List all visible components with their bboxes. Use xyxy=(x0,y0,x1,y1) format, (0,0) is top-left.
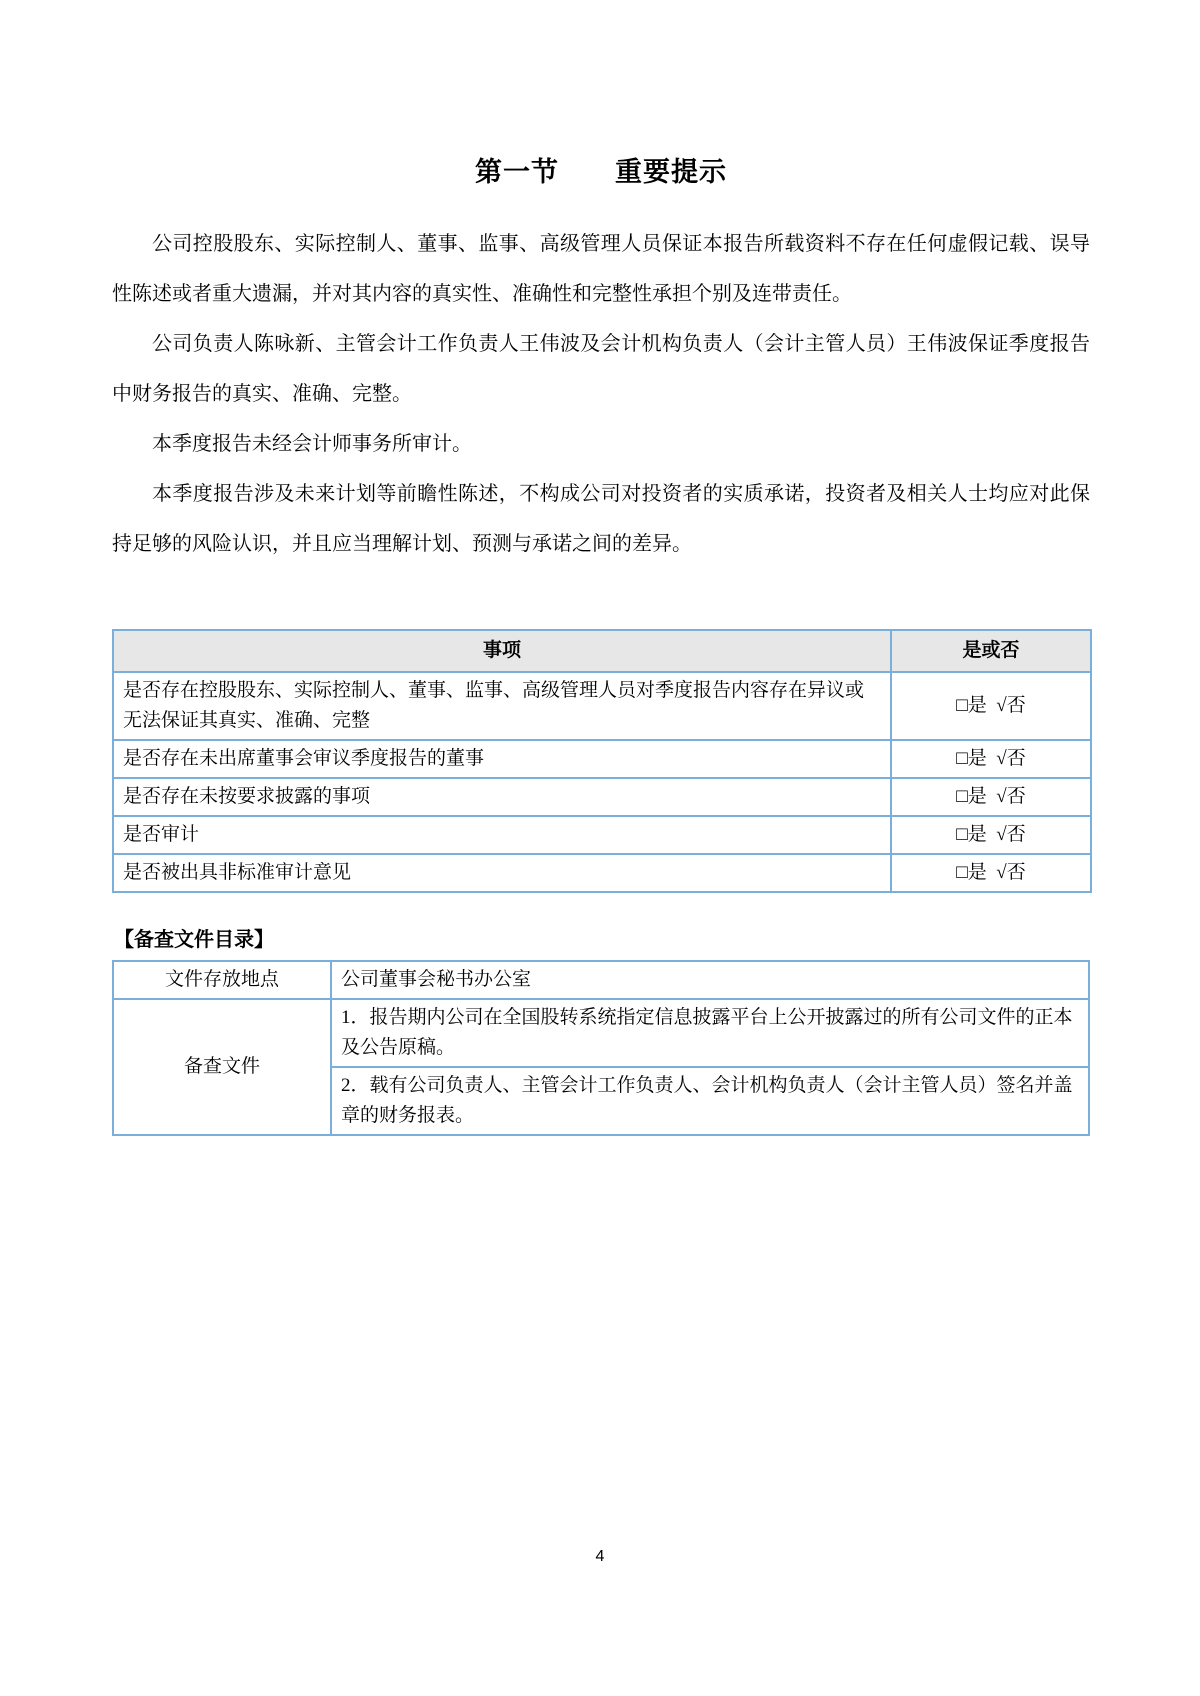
items-header-yesno: 是或否 xyxy=(891,630,1091,672)
files-label-cell: 备查文件 xyxy=(113,999,331,1135)
table-row xyxy=(113,816,1091,854)
answer-cell: □是 √否 xyxy=(891,816,1091,854)
answer-cell: □是 √否 xyxy=(891,778,1091,816)
page-number: 4 xyxy=(595,1548,605,1565)
location-label-cell: 文件存放地点 xyxy=(113,961,331,999)
table-row xyxy=(113,961,1089,999)
item-cell: 是否存在未按要求披露的事项 xyxy=(113,778,891,816)
answer-cell: □是 √否 xyxy=(891,854,1091,892)
items-header-item: 事项 xyxy=(113,630,891,672)
items-yesno-table xyxy=(112,629,1092,893)
section-title: 第一节 重要提示 xyxy=(475,157,727,187)
table-row xyxy=(113,854,1091,892)
table-row xyxy=(113,740,1091,778)
item-cell: 是否被出具非标准审计意见 xyxy=(113,854,891,892)
location-value-cell: 公司董事会秘书办公室 xyxy=(331,961,1089,999)
file-item-cell: 1．报告期内公司在全国股转系统指定信息披露平台上公开披露过的所有公司文件的正本及公告原稿。 xyxy=(331,999,1089,1067)
file-item-cell: 2．载有公司负责人、主管会计工作负责人、会计机构负责人（会计主管人员）签名并盖章的财务报表。 xyxy=(331,1067,1089,1135)
answer-cell: □是 √否 xyxy=(891,672,1091,740)
item-cell: 是否审计 xyxy=(113,816,891,854)
table-row xyxy=(113,672,1091,740)
paragraph-responsible-persons: 公司负责人陈咏新、主管会计工作负责人王伟波及会计机构负责人（会计主管人员）王伟波保证季度报告中财务报告的真实、准确、完整。 xyxy=(112,333,1090,405)
paragraph-unaudited: 本季度报告未经会计师事务所审计。 xyxy=(152,433,472,455)
item-cell: 是否存在控股股东、实际控制人、董事、监事、高级管理人员对季度报告内容存在异议或无法保证其真实、准确、完整 xyxy=(113,672,891,740)
items-table-header-row xyxy=(113,630,1091,672)
intro-paragraphs xyxy=(112,219,1090,569)
answer-cell: □是 √否 xyxy=(891,740,1091,778)
paragraph-guarantee: 公司控股股东、实际控制人、董事、监事、高级管理人员保证本报告所载资料不存在任何虚假记载、误导性陈述或者重大遗漏，并对其内容的真实性、准确性和完整性承担个别及连带责任。 xyxy=(112,233,1090,305)
table-row xyxy=(113,999,1089,1067)
paragraph-forward-looking: 本季度报告涉及未来计划等前瞻性陈述，不构成公司对投资者的实质承诺，投资者及相关人士均应对此保持足够的风险认识，并且应当理解计划、预测与承诺之间的差异。 xyxy=(112,483,1090,555)
item-cell: 是否存在未出席董事会审议季度报告的董事 xyxy=(113,740,891,778)
reference-section-heading: 【备查文件目录】 xyxy=(114,929,274,951)
page-content xyxy=(112,0,1090,1136)
reference-documents-table xyxy=(112,960,1090,1136)
table-row xyxy=(113,778,1091,816)
